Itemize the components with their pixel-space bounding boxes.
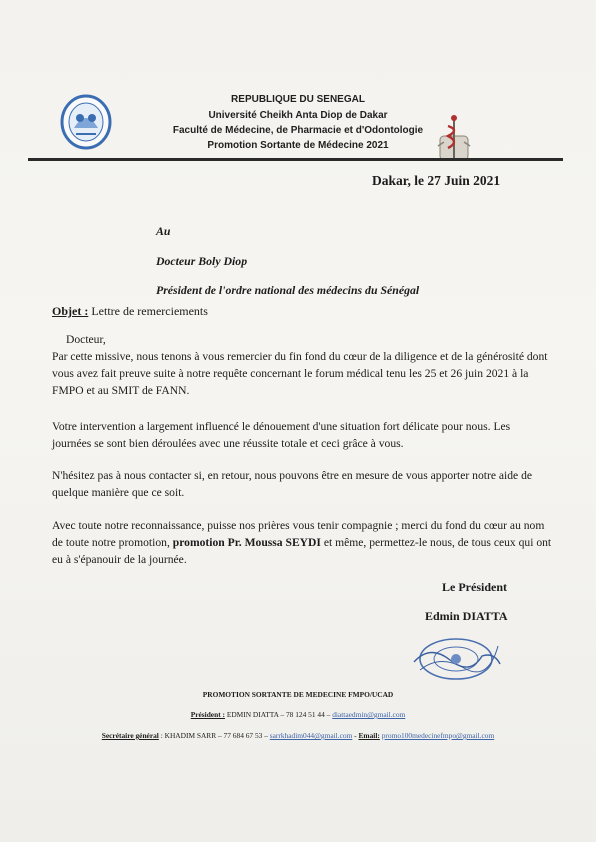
subject-line	[52, 304, 208, 319]
promotion-name: promotion Pr. Moussa SEYDI	[172, 536, 321, 549]
header-republic: REPUBLIQUE DU SENEGAL	[231, 94, 365, 105]
recipient-name: Docteur Boly Diop	[156, 254, 248, 268]
header-promotion: Promotion Sortante de Médecine 2021	[207, 140, 389, 151]
footer-secretary-contact: : KHADIM SARR – 77 684 67 53 –	[160, 731, 268, 740]
footer-organization: PROMOTION SORTANTE DE MEDECINE FMPO/UCAD	[202, 690, 394, 699]
salutation: Docteur,	[66, 333, 106, 346]
paragraph-4-end: et même, permettez-le nous, de tous ceux qui ont eu à s'épanouir de la journée.	[52, 536, 552, 566]
subject-label: Objet :	[52, 304, 89, 318]
footer-president-label: Président :	[190, 710, 225, 719]
subject-text: Lettre de remerciements	[91, 304, 208, 318]
president-email-link[interactable]: diattaedmin@gmail.com	[332, 710, 406, 719]
footer-secretary-label: Secrétaire général	[101, 731, 159, 740]
paragraph-4	[52, 517, 552, 568]
paragraph-2: Votre intervention a largement influencé le dénouement d'une situation fort délicate pour nous. Les journées se sont bien déroulées avec une réussite totale et ceci grâce à vous.	[52, 420, 511, 450]
recipient-prefix: Au	[156, 224, 171, 238]
secretary-email-link[interactable]: sarrkhadim044@gmail.com	[269, 731, 353, 740]
letter-date: Dakar, le 27 Juin 2021	[372, 173, 501, 188]
signatory-title: Le Président	[442, 580, 507, 594]
recipient-title: Président de l'ordre national des médecins du Sénégal	[156, 283, 420, 297]
header-university: Université Cheikh Anta Diop de Dakar	[208, 110, 388, 121]
footer-email-label: Email:	[358, 731, 380, 740]
header-divider	[28, 158, 563, 161]
signatory-name: Edmin DIATTA	[425, 609, 508, 623]
footer-president	[0, 710, 596, 719]
promotion-email-link[interactable]: promo100medecinefmpo@gmail.com	[381, 731, 495, 740]
footer-president-contact: EDMIN DIATTA – 78 124 51 44 –	[226, 710, 331, 719]
paragraph-1: Par cette missive, nous tenons à vous remercier du fin fond du cœur de la diligence et de la générosité dont vous avez fait preuve suite à notre requête concernant le forum médical tenu les 25 et 26 juin 2021 à la FMPO et au SMIT de FANN.	[52, 350, 548, 397]
footer-separator: -	[354, 731, 357, 740]
signature-stamp	[410, 634, 502, 684]
paragraph-3: N'hésitez pas à nous contacter si, en retour, nous pouvons être en mesure de vous apporter notre aide de quelque manière que ce soit.	[52, 469, 533, 499]
header-faculty: Faculté de Médecine, de Pharmacie et d'Odontologie	[172, 125, 424, 136]
paragraph-4-start: Avec toute notre reconnaissance, puisse nos prières vous tenir compagnie ; merci du fond du cœur au nom de toute notre promotion,	[52, 519, 545, 549]
footer-secretary	[0, 731, 596, 740]
